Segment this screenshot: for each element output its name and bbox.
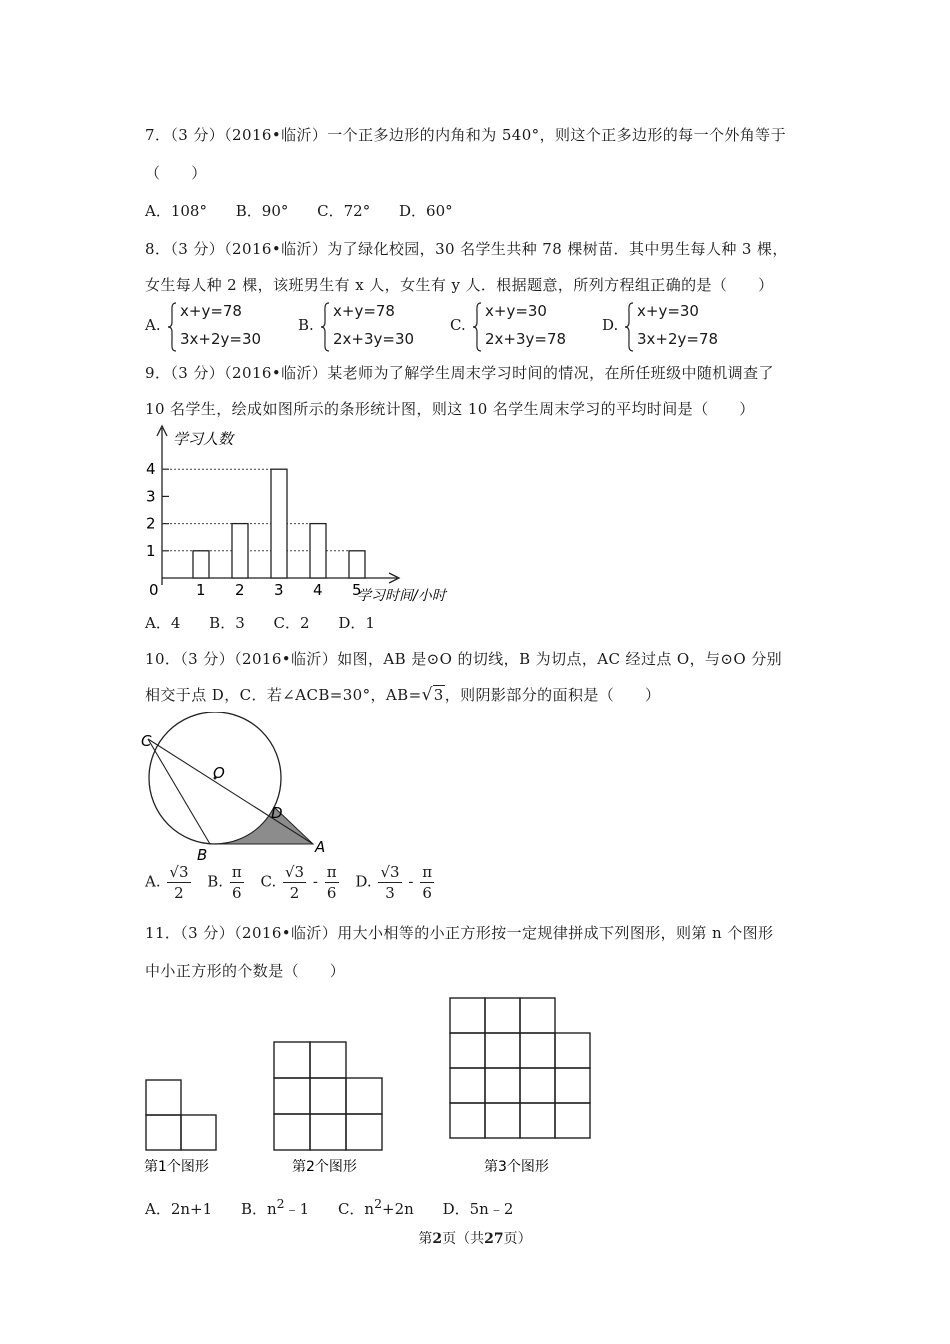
fraction (420, 862, 434, 903)
q8-option-c-label: C. (450, 316, 466, 334)
brace-icon (167, 302, 177, 352)
q10-stem-line1: 10．（3 分）（2016•临沂）如图，AB 是⊙O 的切线，B 为切点，AC 经过点 O，与⊙O 分别 (145, 650, 783, 668)
fraction-denominator: 2 (174, 884, 184, 902)
q11-option-b-label: B． (240, 1200, 267, 1218)
q11-option-b-base: n (266, 1200, 277, 1218)
q8-option-b-label: B. (298, 316, 314, 334)
q8-stem-line1: 8．（3 分）（2016•临沂）为了绿化校园，30 名学生共种 78 棵树苗．其中男生每人种 3 棵， (145, 240, 788, 258)
sqrt-icon: √ (421, 685, 433, 705)
q7-option-d: D．60° (399, 202, 453, 220)
page-number: 2 (432, 1231, 443, 1247)
bar-chart (135, 420, 475, 610)
q11-option-a-expr: 2n+1 (170, 1200, 213, 1218)
circle-tangent-figure (135, 712, 335, 862)
bar-5 (349, 551, 365, 578)
label-c: C (141, 732, 152, 750)
q9-option-a: A．4 (145, 614, 181, 632)
q9-stem-line2: 10 名学生，绘成如图所示的条形统计图，则这 10 名学生周末学习的平均时间是（ ） (145, 400, 755, 418)
figure-2 (274, 1042, 382, 1150)
figure-3-caption: 第3个图形 (484, 1159, 549, 1175)
figure-1-caption: 第1个图形 (144, 1159, 209, 1175)
fraction-numerator: √3 (380, 863, 400, 881)
q10-option-c-label: C. (260, 872, 277, 891)
q8-option-d-eq2: 3x+2y=78 (637, 330, 719, 348)
bar-2 (232, 524, 248, 578)
label-a: A (315, 838, 326, 856)
bar-4 (310, 524, 326, 578)
y-tick-label-4: 4 (146, 460, 156, 479)
q8-option-c-eq2: 2x+3y=78 (485, 330, 567, 348)
x-tick-label-3: 3 (274, 581, 284, 599)
q11-option-d-expr: 5n﹣2 (469, 1200, 514, 1218)
label-o: O (213, 764, 225, 782)
q7-options (145, 200, 477, 221)
fraction-numerator: π (326, 863, 337, 881)
q10-stem-line2-end: ，则阴影部分的面积是（ ） (444, 686, 661, 704)
q11-option-d-label: D． (442, 1200, 470, 1218)
footer-middle: 页（共 (442, 1231, 485, 1247)
q9-options (145, 612, 399, 633)
bar-3 (271, 469, 287, 578)
label-d: D (271, 804, 283, 822)
label-b: B (197, 846, 208, 862)
q7-option-c: C．72° (317, 202, 371, 220)
page-footer (0, 1228, 950, 1248)
q10-options (145, 862, 460, 903)
fraction-denominator: 2 (289, 884, 300, 902)
fraction (167, 862, 190, 903)
q10-option-b (207, 862, 245, 903)
q9-option-b: B．3 (209, 614, 245, 632)
q8-stem-line2: 女生每人种 2 棵，该班男生有 x 人，女生有 y 人．根据题意，所列方程组正确的是（ ） (145, 276, 774, 294)
q11-option-c-label: C． (337, 1200, 365, 1218)
x-axis-label: 学习时间/小时 (357, 588, 446, 604)
q7-stem-line2: （ ） (145, 164, 207, 182)
fraction-numerator: √3 (285, 863, 305, 881)
fraction-denominator: 6 (422, 884, 432, 902)
fraction-numerator: π (231, 863, 242, 881)
brace-icon (624, 302, 634, 352)
footer-prefix: 第 (418, 1231, 433, 1247)
x-tick-label-2: 2 (235, 581, 245, 599)
brace-icon (472, 302, 482, 352)
q11-option-c-rest: +2n (382, 1200, 414, 1218)
minus-sign: - (408, 872, 414, 891)
q11-option-b-rest: ﹣1 (284, 1200, 310, 1218)
q10-stem-line2-start: 相交于点 D，C．若∠ACB=30°，AB= (145, 686, 422, 704)
q8-option-a-label: A. (145, 316, 161, 334)
q8-option-a-eq1: x+y=78 (180, 302, 242, 320)
q10-option-a-label: A. (145, 872, 161, 891)
y-axis-label: 学习人数 (173, 430, 234, 448)
q10-option-d (355, 862, 436, 903)
q8-option-d-label: D. (602, 316, 619, 334)
q11-option-b (241, 1196, 309, 1219)
q10-option-c (261, 862, 341, 903)
x-tick-label-4: 4 (313, 581, 323, 599)
q9-stem-line1: 9．（3 分）（2016•临沂）某老师为了解学生周末学习时间的情况，在所任班级中随机调查了 (145, 364, 774, 382)
q9-option-c: C．2 (273, 614, 310, 632)
q7-stem-line1: 7．（3 分）（2016•临沂）一个正多边形的内角和为 540°，则这个正多边形的每一个外角等于 (145, 126, 786, 144)
q7-option-b: B．90° (235, 202, 289, 220)
y-tick-label-3: 3 (146, 487, 156, 506)
segment-cb (148, 739, 210, 844)
q11-option-c-base: n (364, 1200, 375, 1218)
figure-3 (450, 998, 590, 1138)
q8-option-b-eq2: 2x+3y=30 (333, 330, 415, 348)
q10-option-b-label: B. (207, 872, 224, 891)
q10-sqrt-value: 3 (433, 686, 444, 704)
q8-option-c-eq1: x+y=30 (485, 302, 547, 320)
figure-2-caption: 第2个图形 (292, 1159, 357, 1175)
q11-options (145, 1196, 537, 1219)
y-tick-label-2: 2 (146, 514, 156, 533)
bar-1 (193, 551, 209, 578)
q9-option-d: D．1 (338, 614, 375, 632)
fraction-numerator: √3 (169, 863, 189, 881)
x-tick-label-1: 1 (196, 581, 206, 599)
q8-option-a-eq2: 3x+2y=30 (180, 330, 262, 348)
fraction-numerator: π (422, 863, 433, 881)
fraction (230, 862, 244, 903)
q10-option-a (145, 862, 193, 903)
brace-icon (320, 302, 330, 352)
q11-stem-line1: 11．（3 分）（2016•临沂）用大小相等的小正方形按一定规律拼成下列图形，则第 n 个图形 (145, 924, 774, 942)
q11-stem-line2: 中小正方形的个数是（ ） (145, 962, 346, 980)
fraction (325, 862, 339, 903)
q11-option-c-exponent: 2 (374, 1196, 383, 1211)
figure-1 (146, 1080, 216, 1150)
fraction (378, 862, 401, 903)
q11-option-d (443, 1198, 514, 1219)
minus-sign: - (312, 872, 318, 891)
footer-suffix: 页） (503, 1231, 532, 1247)
q10-stem-line2 (145, 684, 660, 705)
q11-option-b-exponent: 2 (276, 1196, 285, 1211)
q11-option-a (145, 1198, 212, 1219)
fraction-denominator: 6 (326, 884, 337, 902)
square-pattern-figures (140, 995, 600, 1180)
q8-option-b-eq1: x+y=78 (333, 302, 395, 320)
fraction-denominator: 6 (232, 884, 242, 902)
q11-option-c (338, 1196, 414, 1219)
q10-option-d-label: D. (355, 872, 372, 891)
q7-option-a: A．108° (145, 202, 207, 220)
q11-option-a-label: A． (145, 1200, 171, 1218)
total-pages: 27 (484, 1231, 504, 1247)
fraction-denominator: 3 (385, 884, 395, 902)
q8-option-d-eq1: x+y=30 (637, 302, 699, 320)
origin-label: 0 (149, 581, 159, 599)
x-tick-label-5: 5 (352, 581, 362, 599)
fraction (283, 862, 306, 903)
y-tick-label-1: 1 (146, 541, 156, 560)
